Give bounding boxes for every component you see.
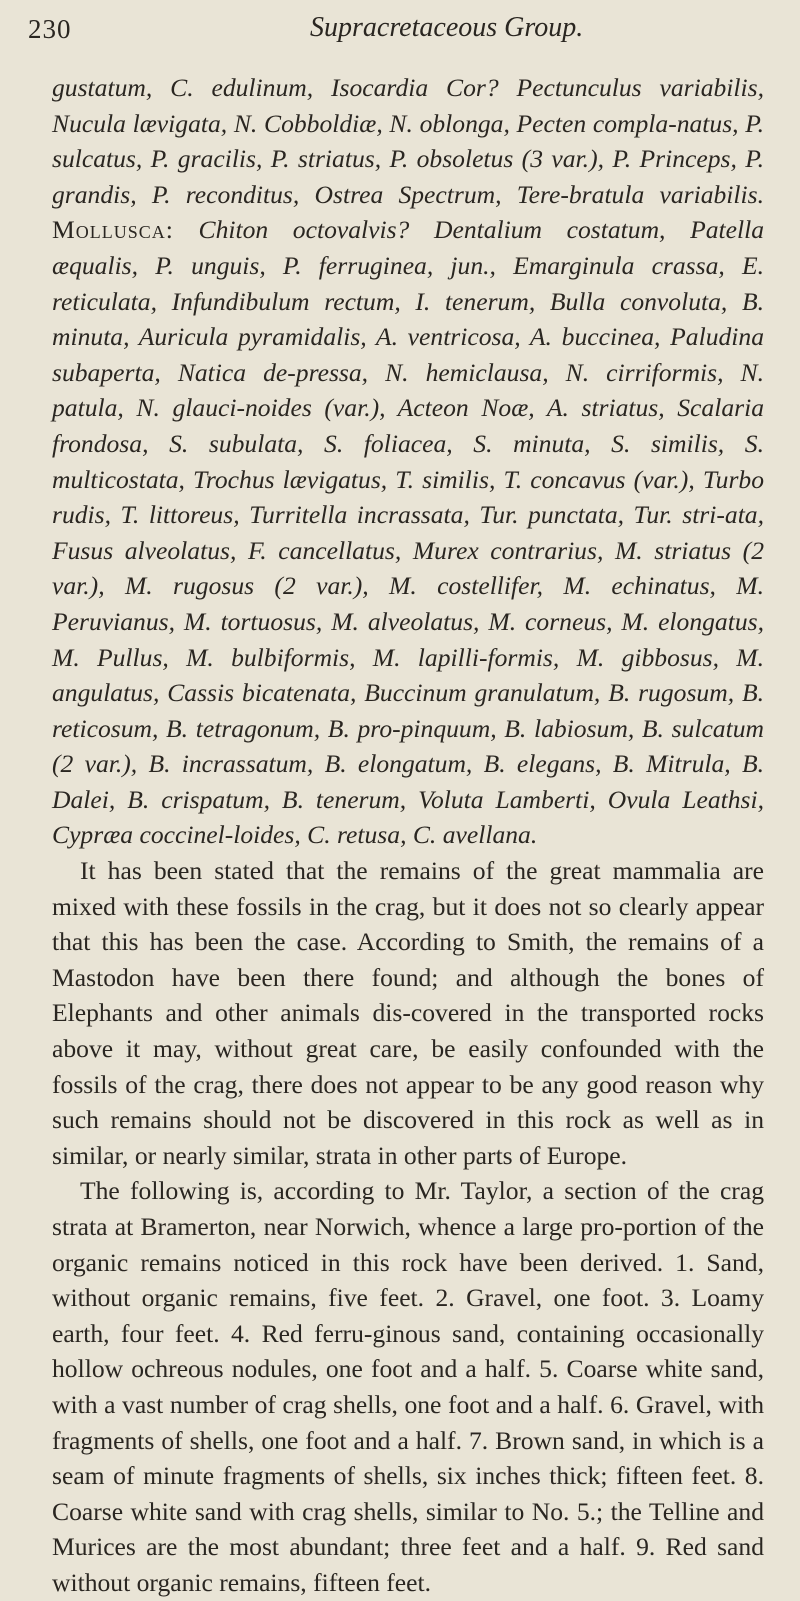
species-list-part2: Chiton octovalvis? Dentalium costatum, Patella æqualis, P. unguis, P. ferruginea, jun., Emarginula crassa, E. reticulata, Infundibulum rectum, I. tenerum, Bulla convoluta, B. minuta, Auricula pyramidalis, A. ventricosa, A. buccinea, Paludina subaperta, Natica de-pressa, N. hemiclausa, N. cirriformis, N. patula, N. glauci-noides (var.), Acteon Noæ, A. striatus, Scalaria frondosa, S. subulata, S. foliacea, S. minuta, S. similis, S. multicostata, Trochus lævigatus, T. similis, T. concavus (var.), Turbo rudis, T. littoreus, Turritella incrassata, Tur. punctata, Tur. stri-ata, Fusus alveolatus, F. cancellatus, Murex contrarius, M. striatus (2 var.), M. rugosus (2 var.), M. costellifer, M. echinatus, M. Peruvianus, M. tortuosus, M. alveolatus, M. corneus, M. elongatus, M. Pullus, M. bulbiformis, M. lapilli-formis, M. gibbosus, M. angulatus, Cassis bicatenata, Buccinum granulatum, B. rugosum, B. reticosum, B. tetragonum, B. pro-pinquum, B. labiosum, B. sulcatum (2 var.), B. incrassatum, B. elongatum, B. elegans, B. Mitrula, B. Dalei, B. crispatum, B. tenerum, Voluta Lamberti, Ovula Leathsi, Cypræa coccinel-loides, C. retusa, C. avellana. xyxy=(52,215,764,850)
species-list-paragraph xyxy=(52,70,764,853)
bramerton-section-paragraph: The following is, according to Mr. Taylor, a section of the crag strata at Bramerton, near Norwich, whence a large pro-portion of the organic remains noticed in this rock have been derived. 1. Sand, without organic remains, five feet. 2. Gravel, one foot. 3. Loamy earth, four feet. 4. Red ferru-ginous sand, containing occasionally hollow ochreous nodules, one foot and a half. 5. Coarse white sand, with a vast number of crag shells, one foot and a half. 6. Gravel, with fragments of shells, one foot and a half. 7. Brown sand, in which is a seam of minute fragments of shells, six inches thick; fifteen feet. 8. Coarse white sand with crag shells, similar to No. 5.; the Telline and Murices are the most abundant; three feet and a half. 9. Red sand without organic remains, fifteen feet. xyxy=(52,1176,764,1597)
mammalia-paragraph: It has been stated that the remains of the great mammalia are mixed with these fossils in the crag, but it does not so clearly appear that this has been the case. According to Smith, the remains of a Mastodon have been there found; and although the bones of Elephants and other animals dis-covered in the transported rocks above it may, without great care, be easily confounded with the fossils of the crag, there does not appear to be any good reason why such remains should not be discovered in this rock as well as in similar, or nearly similar, strata in other parts of Europe. xyxy=(52,856,764,1170)
body-text xyxy=(52,70,764,1601)
page-header xyxy=(28,10,760,46)
page-number: 230 xyxy=(28,14,72,44)
species-list-part1: gustatum, C. edulinum, Isocardia Cor? Pectunculus variabilis, Nucula lævigata, N. Cobboldiæ, N. oblonga, Pecten compla-natus, P. sulcatus, P. gracilis, P. striatus, P. obsoletus (3 var.), P. Princeps, P. grandis, P. reconditus, Ostrea Spectrum, Tere-bratula variabilis. xyxy=(52,73,764,209)
running-title: Supracretaceous Group. xyxy=(310,12,584,43)
mollusca-heading: Mollusca: xyxy=(52,215,174,245)
